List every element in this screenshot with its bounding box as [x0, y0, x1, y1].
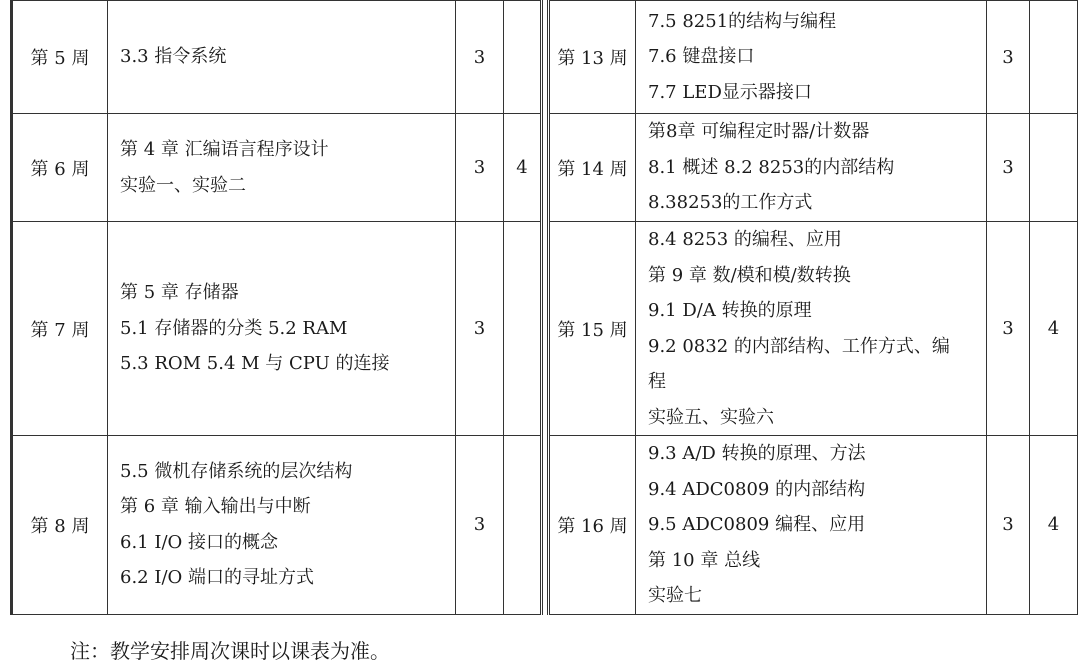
content-line: 程: [648, 371, 666, 392]
left-week-cell: 第 8 周: [12, 436, 108, 615]
left-content-cell: [108, 436, 456, 615]
content-line: 3.3 指令系统: [120, 46, 227, 68]
content-line: 9.5 ADC0809 编程、应用: [648, 514, 866, 535]
right-hours-cell: 3: [987, 222, 1030, 436]
right-week-cell: 第 13 周: [549, 1, 636, 114]
content-line: 9.1 D/A 转换的原理: [648, 300, 812, 321]
right-content-cell: [636, 436, 987, 615]
table-divider: [542, 114, 549, 222]
table-divider: [542, 1, 549, 114]
left-content-cell: [108, 114, 456, 222]
content-line: 5.3 ROM 5.4 M 与 CPU 的连接: [120, 353, 390, 375]
content-line: 8.4 8253 的编程、应用: [648, 229, 842, 250]
left-hours-cell: 3: [456, 1, 504, 114]
left-lab-hours-cell: [504, 222, 542, 436]
table-row: [12, 1, 1078, 114]
right-hours-cell: 3: [987, 436, 1030, 615]
left-hours-cell: 3: [456, 436, 504, 615]
content-line: 实验一、实验二: [120, 174, 246, 196]
content-line: 7.6 键盘接口: [648, 46, 755, 68]
content-line: 第8章 可编程定时器/计数器: [648, 121, 870, 143]
table-row: [12, 436, 1078, 615]
right-week-cell: 第 15 周: [549, 222, 636, 436]
schedule-table: [10, 0, 1078, 615]
content-line: 第 9 章 数/模和模/数转换: [648, 264, 851, 286]
right-lab-hours-cell: 4: [1030, 436, 1078, 615]
content-line: 实验五、实验六: [648, 406, 774, 428]
content-line: 9.3 A/D 转换的原理、方法: [648, 443, 866, 464]
content-line: 9.4 ADC0809 的内部结构: [648, 478, 866, 500]
right-week-cell: 第 16 周: [549, 436, 636, 615]
left-week-cell: 第 6 周: [12, 114, 108, 222]
content-line: 6.1 I/O 接口的概念: [120, 531, 279, 553]
right-lab-hours-cell: 4: [1030, 222, 1078, 436]
content-line: 7.5 8251的结构与编程: [648, 10, 837, 32]
content-line: 6.2 I/O 端口的寻址方式: [120, 567, 315, 589]
content-line: 8.1 概述 8.2 8253的内部结构: [648, 156, 895, 178]
content-line: 第 10 章 总线: [648, 549, 761, 571]
right-content-cell: [636, 114, 987, 222]
table-divider: [542, 222, 549, 436]
content-line: 8.38253的工作方式: [648, 192, 813, 214]
left-hours-cell: 3: [456, 222, 504, 436]
content-line: 5.1 存储器的分类 5.2 RAM: [120, 317, 348, 339]
content-line: 第 6 章 输入输出与中断: [120, 496, 311, 518]
left-week-cell: 第 5 周: [12, 1, 108, 114]
right-hours-cell: 3: [987, 114, 1030, 222]
right-lab-hours-cell: [1030, 114, 1078, 222]
table-row: [12, 222, 1078, 436]
left-lab-hours-cell: [504, 436, 542, 615]
content-line: 9.2 0832 的内部结构、工作方式、编: [648, 335, 950, 357]
left-week-cell: 第 7 周: [12, 222, 108, 436]
footnote: 注：教学安排周次课时以课表为准。: [70, 639, 390, 663]
right-week-cell: 第 14 周: [549, 114, 636, 222]
content-line: 第 4 章 汇编语言程序设计: [120, 139, 329, 160]
table-row: [12, 114, 1078, 222]
content-line: 5.5 微机存储系统的层次结构: [120, 460, 353, 482]
right-content-cell: [636, 1, 987, 114]
left-content-cell: [108, 1, 456, 114]
left-hours-cell: 3: [456, 114, 504, 222]
right-hours-cell: 3: [987, 1, 1030, 114]
right-content-cell: [636, 222, 987, 436]
content-line: 第 5 章 存储器: [120, 282, 239, 304]
left-lab-hours-cell: [504, 1, 542, 114]
table-divider: [542, 436, 549, 615]
content-line: 实验七: [648, 585, 702, 606]
left-content-cell: [108, 222, 456, 436]
content-line: 7.7 LED显示器接口: [648, 81, 812, 103]
left-lab-hours-cell: 4: [504, 114, 542, 222]
right-lab-hours-cell: [1030, 1, 1078, 114]
